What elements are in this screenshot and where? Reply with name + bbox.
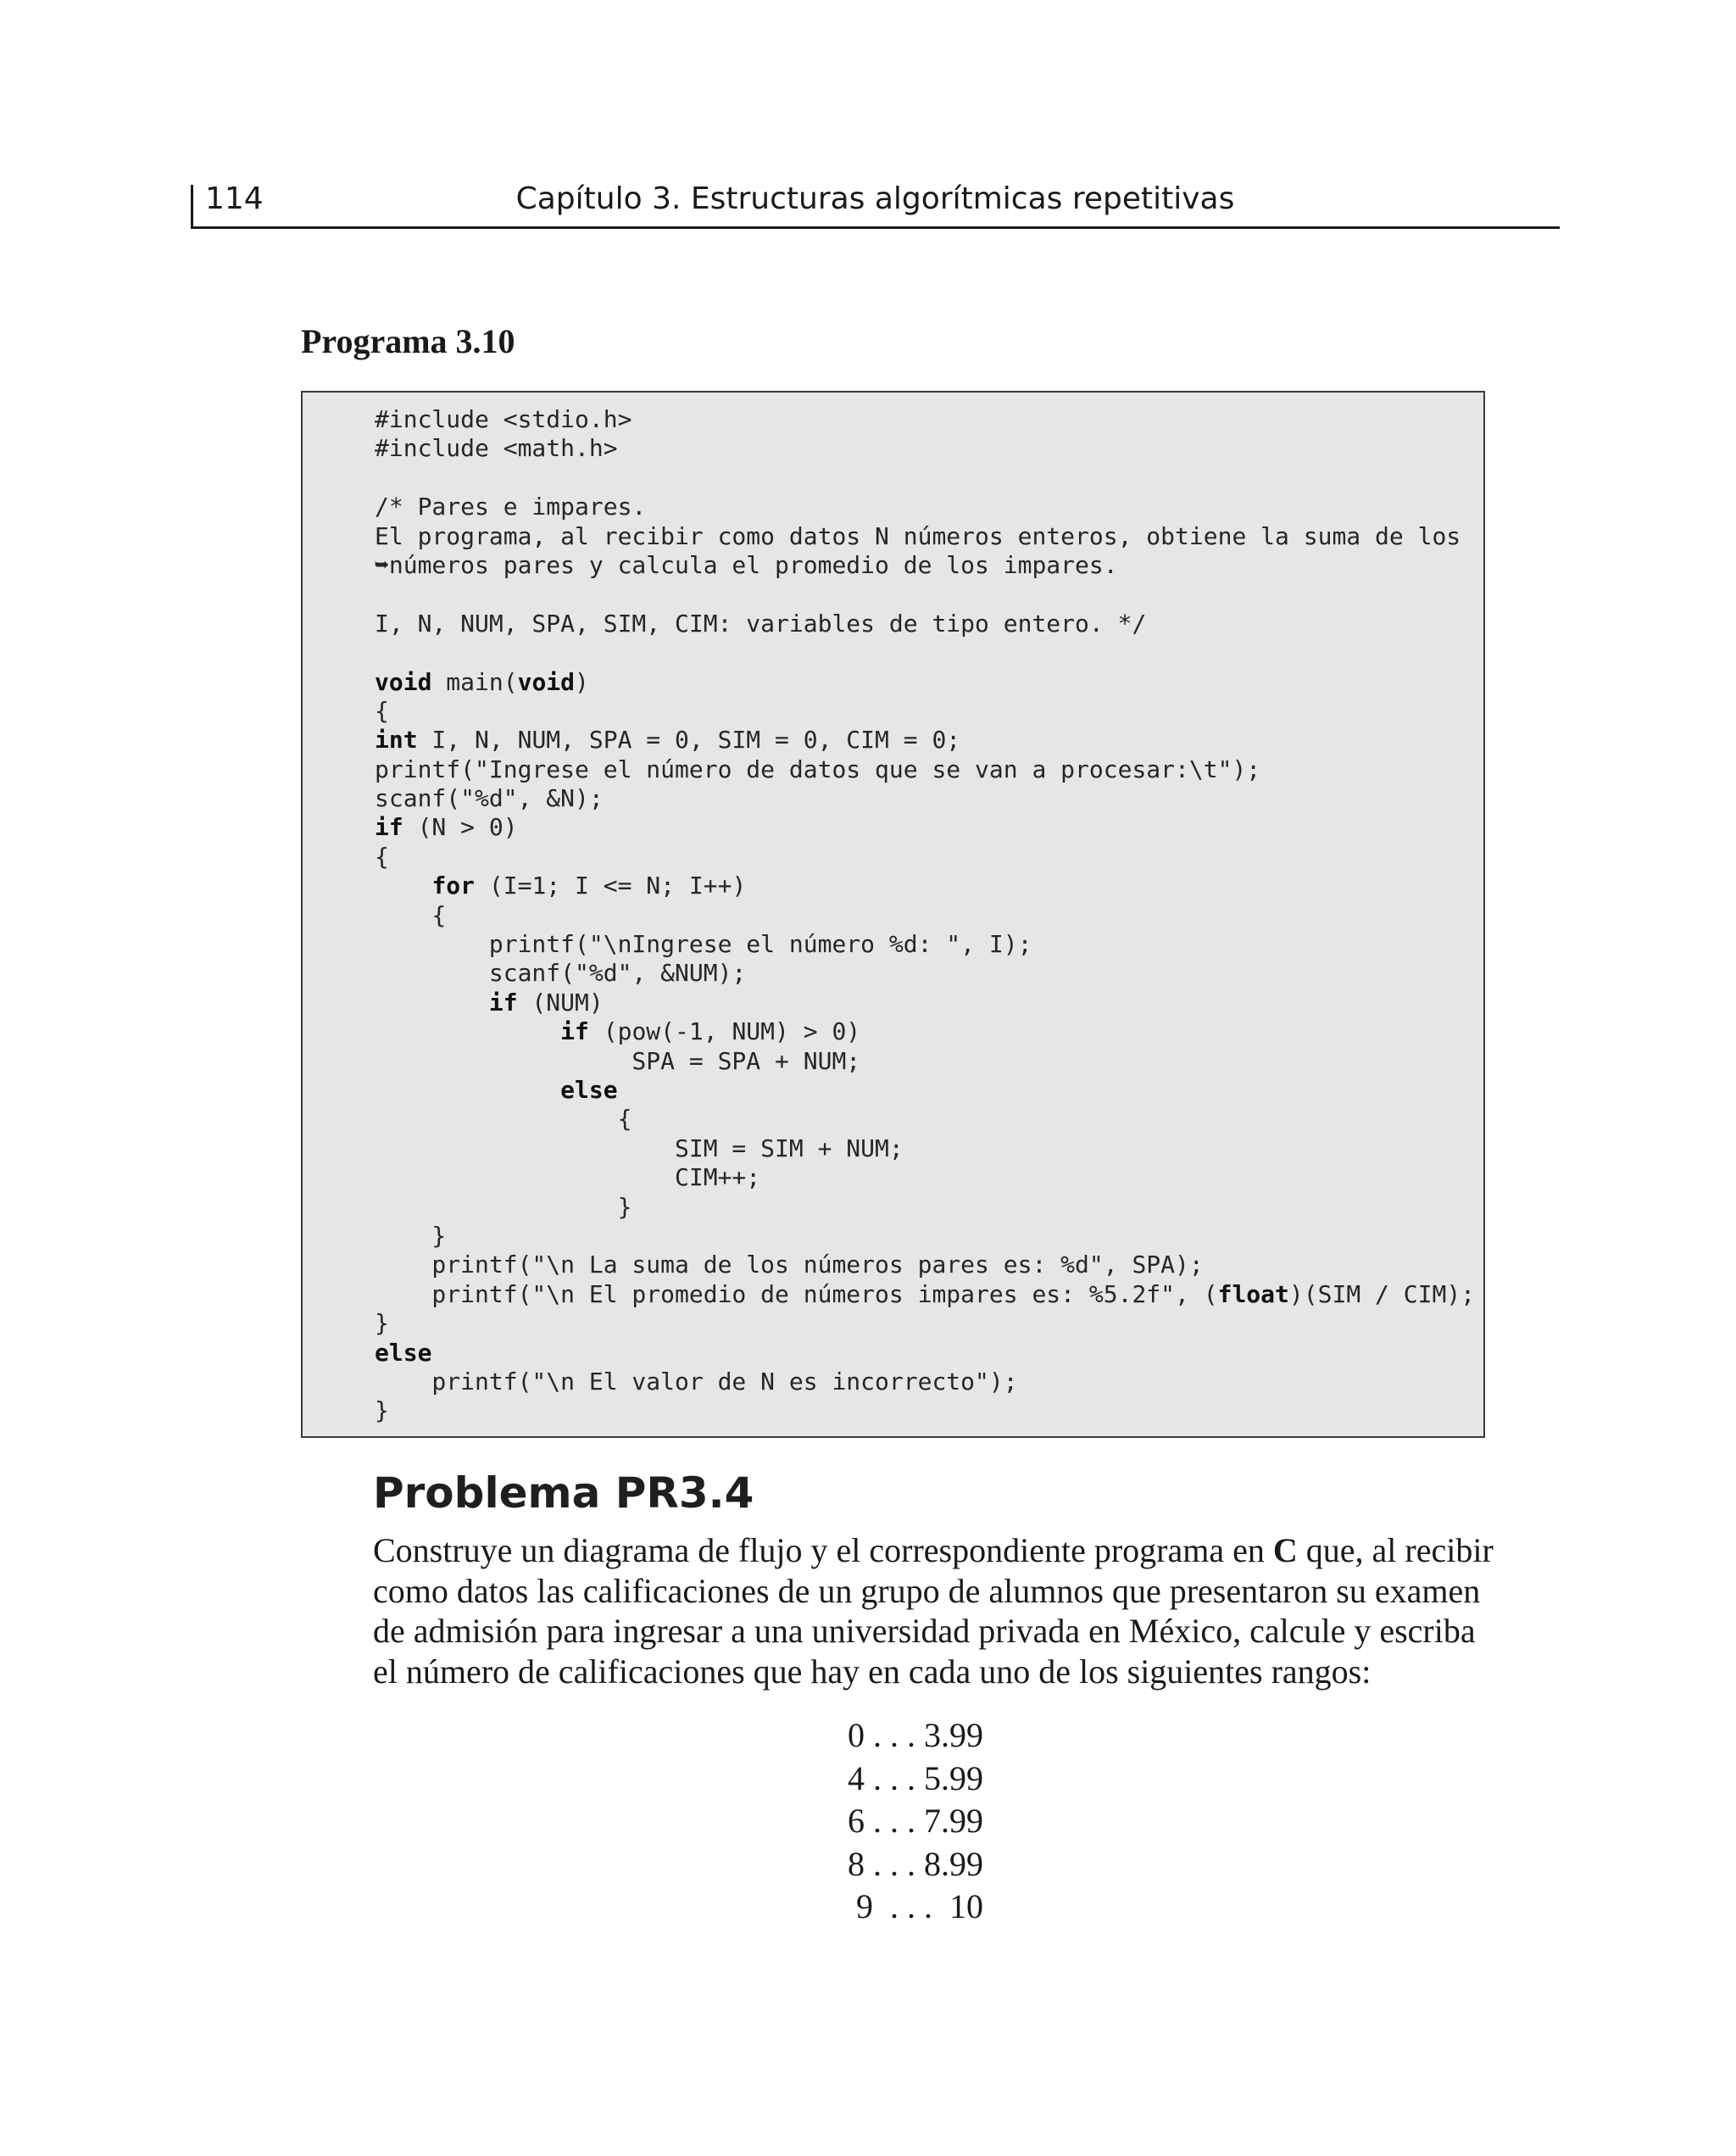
code-line: ➥números pares y calcula el promedio de los impares. xyxy=(375,550,1118,579)
code-line xyxy=(375,464,1475,493)
problem-title: Problema PR3.4 xyxy=(373,1468,754,1518)
code-line: { xyxy=(375,900,447,929)
problem-statement xyxy=(373,1530,1492,1691)
code-line: scanf("%d", &NUM); xyxy=(375,959,747,988)
code-line: { xyxy=(375,696,389,725)
code-line xyxy=(375,1339,1475,1368)
code-line: if (N > 0) xyxy=(375,813,518,842)
code-line: printf("\n La suma de los números pares es: %d", SPA); xyxy=(375,1251,1204,1279)
code-keyword: void xyxy=(517,667,576,696)
code-line: printf("Ingrese el número de datos que se van a procesar:\t"); xyxy=(375,755,1261,783)
code-line: for (I=1; I <= N; I++) xyxy=(431,872,747,900)
code-keyword: void xyxy=(375,667,432,696)
code-keyword: else xyxy=(375,1338,432,1367)
code-line: SIM = SIM + NUM; xyxy=(375,1134,904,1162)
page-header xyxy=(191,178,1560,229)
program-title: Programa 3.10 xyxy=(301,322,515,360)
code-line: void main(void) xyxy=(375,667,589,696)
code-line: printf("\n El promedio de números impares es: %5.2f", (float)(SIM / CIM); xyxy=(375,1279,1476,1308)
code-line: } xyxy=(375,1192,632,1221)
code-line: #include <stdio.h> xyxy=(375,405,632,433)
header-rule xyxy=(191,226,1560,229)
code-keyword: float xyxy=(1217,1279,1289,1308)
range-item: 8 . . . 8.99 xyxy=(848,1844,983,1883)
code-line: printf("\n El valor de N es incorrecto"); xyxy=(375,1367,1018,1396)
code-keyword: if xyxy=(488,988,518,1017)
code-line: if (pow(-1, NUM) > 0) xyxy=(560,1017,861,1046)
code-line: /* Pares e impares. xyxy=(375,493,647,521)
code-line: SPA = SPA + NUM; xyxy=(375,1046,861,1075)
range-item: 4 . . . 5.99 xyxy=(848,1758,983,1797)
code-line: } xyxy=(375,1396,389,1425)
code-line: El programa, al recibir como datos N números enteros, obtiene la suma de los xyxy=(375,521,1461,550)
code-line xyxy=(375,638,1475,667)
code-line: { xyxy=(375,1105,632,1134)
code-line: if (NUM) xyxy=(488,988,604,1017)
problem-text-line: Construye un diagrama de flujo y el correspondiente programa en C que, al recibir xyxy=(373,1531,1494,1569)
code-line: } xyxy=(375,1309,389,1338)
code-keyword: if xyxy=(375,813,403,842)
problem-text-line: el número de calificaciones que hay en cada uno de los siguientes rangos: xyxy=(373,1652,1372,1691)
range-item: 6 . . . 7.99 xyxy=(848,1802,983,1840)
code-lines xyxy=(375,405,1475,1426)
code-keyword: else xyxy=(560,1075,618,1104)
problem-text-line: de admisión para ingresar a una universidad privada en México, calcule y escriba xyxy=(373,1612,1476,1650)
code-line: #include <math.h> xyxy=(375,434,618,463)
code-line: I, N, NUM, SPA, SIM, CIM: variables de tipo entero. */ xyxy=(375,609,1147,638)
code-keyword: int xyxy=(375,726,418,755)
code-line: scanf("%d", &N); xyxy=(375,784,604,813)
code-line: CIM++; xyxy=(375,1163,761,1192)
page-number: 114 xyxy=(205,181,264,216)
range-item: 9 . . . 10 xyxy=(848,1887,983,1925)
emphasis: C xyxy=(1272,1531,1298,1569)
code-listing xyxy=(301,391,1485,1438)
code-line: int I, N, NUM, SPA = 0, SIM = 0, CIM = 0; xyxy=(375,726,961,755)
code-line: printf("\nIngrese el número %d: ", I); xyxy=(375,930,1032,959)
problem-text-line: como datos las calificaciones de un grupo de alumnos que presentaron su examen xyxy=(373,1571,1481,1610)
grade-ranges xyxy=(848,1714,1017,1929)
range-item: 0 . . . 3.99 xyxy=(848,1716,983,1754)
code-line: } xyxy=(375,1221,447,1250)
code-keyword: if xyxy=(560,1017,589,1046)
code-line xyxy=(375,580,1475,609)
code-line: { xyxy=(375,842,389,871)
code-keyword: for xyxy=(431,872,476,900)
chapter-title: Capítulo 3. Estructuras algorítmicas repetitivas xyxy=(515,181,1235,216)
code-line xyxy=(375,1076,1475,1105)
